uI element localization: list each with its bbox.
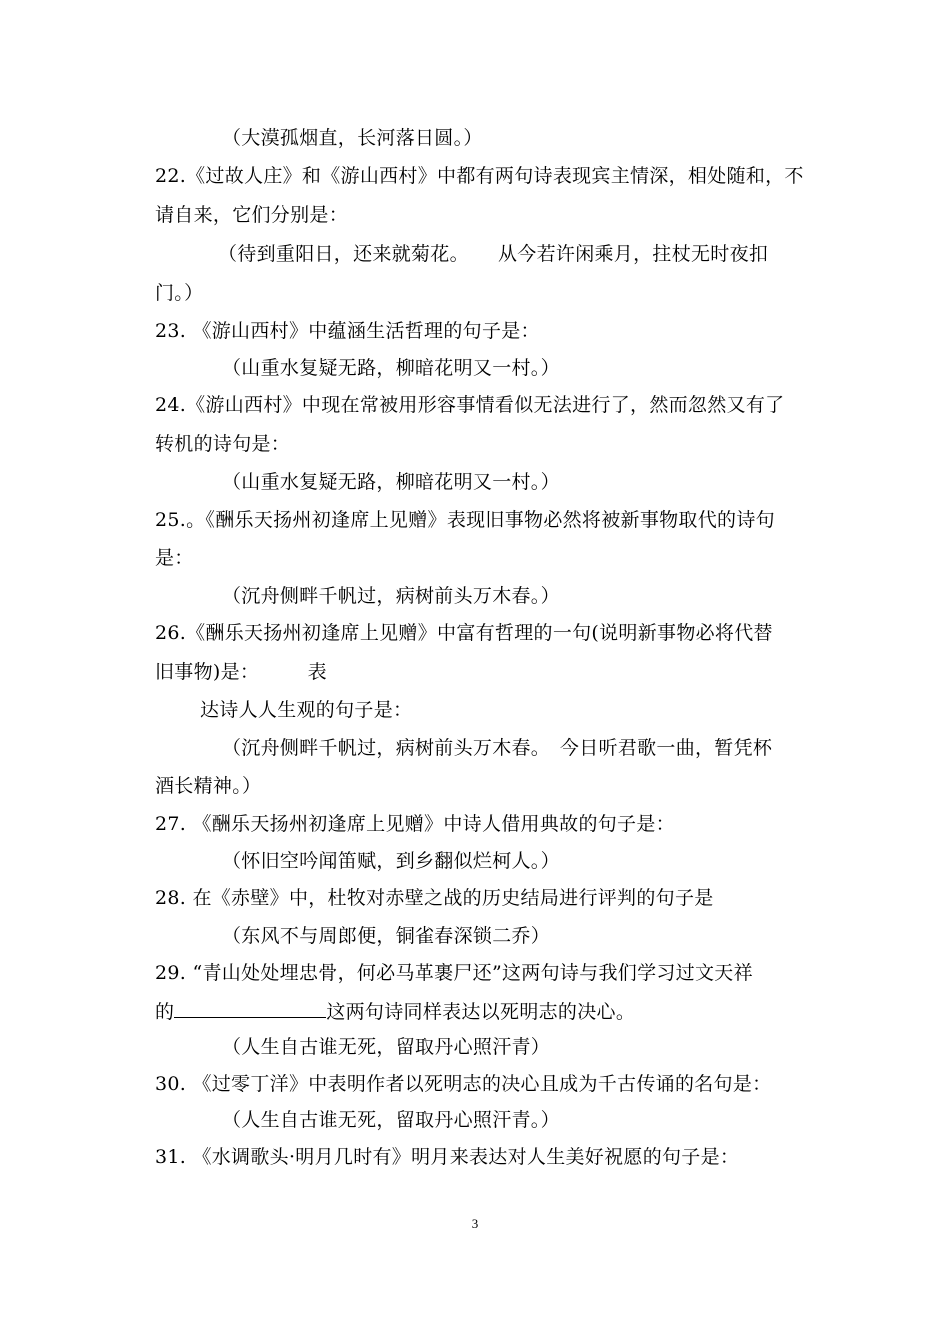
answer-line: （大漠孤烟直，长河落日圆。） — [222, 127, 483, 149]
answer-line: （人生自古谁无死，留取丹心照汗青） — [222, 1036, 551, 1058]
question-23: 23. 《游山西村》中蕴涵生活哲理的句子是： — [155, 320, 540, 342]
answer-line: （怀旧空吟闻笛赋，到乡翻似烂柯人。） — [222, 850, 560, 872]
question-26: 26.《酬乐天扬州初逢席上见赠》中富有哲理的一句(说明新事物必将代替 — [155, 622, 773, 644]
text-fragment: 这两句诗同样表达以死明志的决心。 — [326, 1001, 636, 1023]
fill-in-blank — [174, 998, 326, 1018]
answer-line: （沉舟侧畔千帆过，病树前头万木春。） — [222, 585, 560, 607]
question-29-continued — [155, 998, 635, 1024]
question-30: 30. 《过零丁洋》中表明作者以死明志的决心且成为千古传诵的名句是： — [155, 1073, 772, 1095]
text-line: 达诗人人生观的句子是： — [200, 699, 413, 721]
text-line: 转机的诗句是： — [155, 433, 291, 455]
text-line: 旧事物)是： 表 — [155, 661, 327, 683]
question-31: 31. 《水调歌头·明月几时有》明月来表达对人生美好祝愿的句子是： — [155, 1146, 740, 1168]
question-29: 29. “青山处处埋忠骨，何必马革裹尸还”这两句诗与我们学习过文天祥 — [155, 962, 753, 984]
question-24: 24.《游山西村》中现在常被用形容事情看似无法进行了，然而忽然又有了 — [155, 394, 785, 416]
answer-line: （东风不与周郎便，铜雀春深锁二乔） — [222, 925, 551, 947]
question-27: 27. 《酬乐天扬州初逢席上见赠》中诗人借用典故的句子是： — [155, 813, 675, 835]
question-22: 22.《过故人庄》和《游山西村》中都有两句诗表现宾主情深，相处随和，不 — [155, 165, 804, 187]
answer-line: （山重水复疑无路，柳暗花明又一村。） — [222, 471, 560, 493]
answer-line: （沉舟侧畔千帆过，病树前头万木春。 今日听君歌一曲，暂凭杯 — [222, 737, 773, 759]
text-fragment: 的 — [155, 1001, 175, 1023]
text-line: 请自来，它们分别是： — [155, 204, 349, 226]
text-line: 门。） — [155, 282, 204, 304]
text-line: 酒长精神。） — [155, 775, 262, 797]
answer-line: （待到重阳日，还来就菊花。 从今若许闲乘月，拄杖无时夜扣 — [218, 243, 769, 265]
answer-line: （山重水复疑无路，柳暗花明又一村。） — [222, 357, 560, 379]
question-25: 25.。《酬乐天扬州初逢席上见赠》表现旧事物必然将被新事物取代的诗句 — [155, 509, 775, 531]
page-number: 3 — [471, 1216, 479, 1231]
question-28: 28. 在《赤壁》中，杜牧对赤壁之战的历史结局进行评判的句子是 — [155, 887, 714, 909]
text-line: 是： — [155, 547, 194, 569]
answer-line: （人生自古谁无死，留取丹心照汗青。） — [222, 1109, 560, 1131]
